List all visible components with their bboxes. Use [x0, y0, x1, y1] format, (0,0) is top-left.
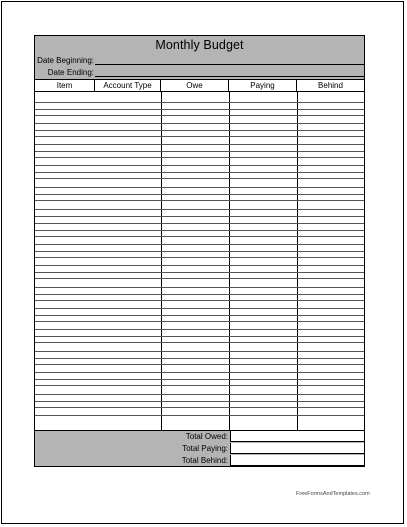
grid-row-line — [35, 300, 364, 301]
form-title: Monthly Budget — [155, 38, 244, 52]
total-owed-field[interactable] — [230, 431, 364, 442]
grid-row-line — [35, 379, 364, 380]
grid-row-line — [35, 415, 364, 416]
grid-row-line — [35, 109, 364, 110]
grid-row-line — [35, 308, 364, 309]
grid-row-line — [35, 200, 364, 201]
total-owed-label: Total Owed: — [185, 432, 228, 441]
grid-row-line — [35, 364, 364, 365]
header-band — [35, 36, 364, 80]
totals-band — [35, 430, 364, 466]
grid-row-line — [35, 257, 364, 258]
grid-row-line — [35, 172, 364, 173]
grid-row-line — [35, 272, 364, 273]
total-behind-label: Total Behind: — [181, 456, 228, 465]
grid-row-line — [35, 265, 364, 266]
grid-row-line — [35, 385, 364, 386]
grid-row-line — [35, 130, 364, 131]
total-paying-field[interactable] — [230, 443, 364, 454]
col-header-paying: Paying — [229, 80, 297, 91]
grid-row-line — [35, 230, 364, 231]
column-header-row — [35, 80, 364, 92]
grid-row-line — [35, 194, 364, 195]
col-header-account-type: Account Type — [95, 80, 161, 91]
grid-row-line — [35, 157, 364, 158]
grid-row-line — [35, 236, 364, 237]
col-header-behind: Behind — [318, 81, 343, 90]
grid-row-line — [35, 102, 364, 103]
footer-credit: FreeFormsAndTemplates.com — [296, 491, 370, 497]
grid-row-line — [35, 165, 364, 166]
date-beginning-field[interactable] — [95, 64, 364, 65]
grid-row-line — [35, 336, 364, 337]
date-ending-field[interactable] — [95, 76, 364, 77]
grid-row-line — [35, 278, 364, 279]
grid-row-line — [35, 321, 364, 322]
date-beginning-label: Date Beginning: — [37, 56, 94, 65]
grid-row-line — [35, 216, 364, 217]
grid-row-line — [35, 144, 364, 145]
grid-row-line — [35, 372, 364, 373]
grid-row-line — [35, 287, 364, 288]
grid-row-line — [35, 329, 364, 330]
col-header-owe: Owe — [161, 80, 229, 91]
grid-row-line — [35, 294, 364, 295]
budget-form — [34, 35, 365, 467]
grid-row-line — [35, 209, 364, 210]
grid-row-line — [35, 358, 364, 359]
grid-row-line — [35, 401, 364, 402]
grid-row-line — [35, 342, 364, 343]
total-paying-label: Total Paying: — [182, 444, 228, 453]
budget-grid[interactable] — [35, 92, 364, 430]
total-behind-field[interactable] — [230, 455, 364, 466]
grid-row-line — [35, 351, 364, 352]
grid-row-line — [35, 123, 364, 124]
grid-row-line — [35, 407, 364, 408]
grid-row-line — [35, 178, 364, 179]
grid-row-line — [35, 187, 364, 188]
grid-row-line — [35, 394, 364, 395]
date-ending-label: Date Ending: — [47, 68, 94, 77]
grid-row-line — [35, 115, 364, 116]
grid-row-line — [35, 315, 364, 316]
col-header-item: Item — [35, 80, 95, 91]
grid-row-line — [35, 244, 364, 245]
grid-row-line — [35, 251, 364, 252]
grid-row-line — [35, 151, 364, 152]
grid-row-line — [35, 223, 364, 224]
grid-row-line — [35, 136, 364, 137]
